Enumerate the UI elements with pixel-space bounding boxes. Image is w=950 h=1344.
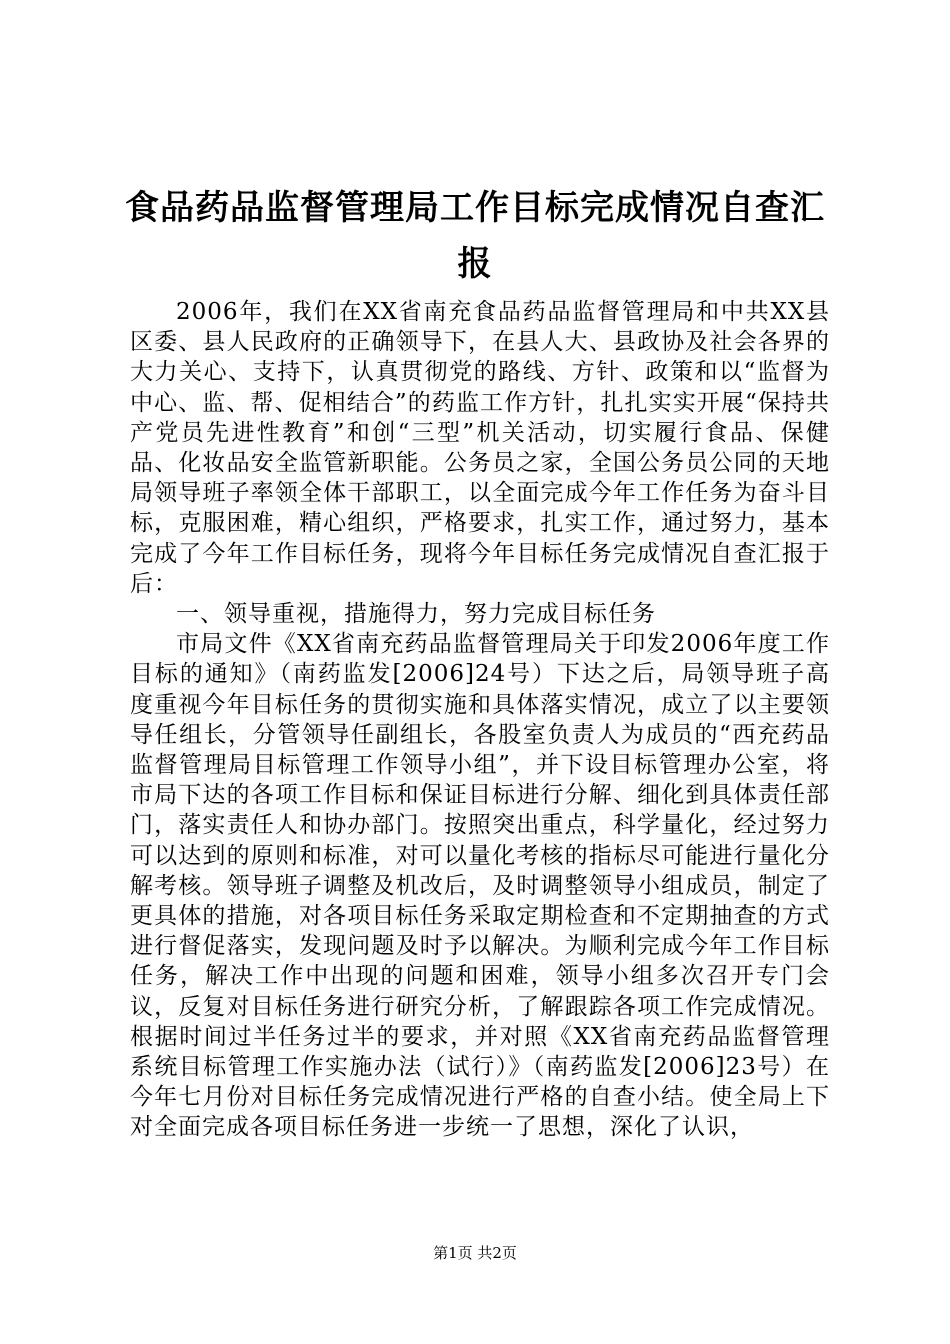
paragraph-intro: 2006年，我们在XX省南充食品药品监督管理局和中共XX县区委、县人民政府的正确领导下，在县人大、县政协及社会各界的大力关心、支持下，认真贯彻党的路线、方针、政策和以“监督为中心、监、帮、促相结合”的药监工作方针，扎扎实实开展“保持共产党员先进性教育”和创“三型”机关活动，切实履行食品、保健品、化妆品安全监管新职能。公务员之家，全国公务员公同的天地局领导班子率领全体干部职工，以全面完成今年工作任务为奋斗目标，克服困难，精心组织，严格要求，扎实工作，通过努力，基本完成了今年工作目标任务，现将今年目标任务完成情况自查汇报于后： [130,299,830,597]
paragraph-section-1: 市局文件《XX省南充药品监督管理局关于印发2006年度工作目标的通知》（南药监发[2006]24号）下达之后，局领导班子高度重视今年目标任务的贯彻实施和具体落实情况，成立了以主要领导任组长，分管领导任副组长，各股室负责人为成员的“西充药品监督管理局目标管理工作领导小组”，并下设目标管理办公室，将市局下达的各项工作目标和保证目标进行分解、细化到具体责任部门，落实责任人和协办部门。按照突出重点，科学量化，经过努力可以达到的原则和标准，对可以量化考核的指标尽可能进行量化分解考核。领导班子调整及机改后，及时调整领导小组成员，制定了更具体的措施，对各项目标任务采取定期检查和不定期抽查的方式进行督促落实，发现问题及时予以解决。为顺利完成今年工作目标任务，解决工作中出现的问题和困难，领导小组多次召开专门会议，反复对目标任务进行研究分析，了解跟踪各项工作完成情况。根据时间过半任务过半的要求，并对照《XX省南充药品监督管理系统目标管理工作实施办法（试行）》（南药监发[2006]23号）在今年七月份对目标任务完成情况进行严格的自查小结。使全局上下对全面完成各项目标任务进一步统一了思想，深化了认识， [130,631,830,1141]
document-title: 食品药品监督管理局工作目标完成情况自查汇报 [125,188,825,284]
section-heading-1: 一、领导重视，措施得力，努力完成目标任务 [176,601,656,628]
page-footer: 第1页 共2页 [433,1244,517,1262]
document-body [130,297,830,1143]
